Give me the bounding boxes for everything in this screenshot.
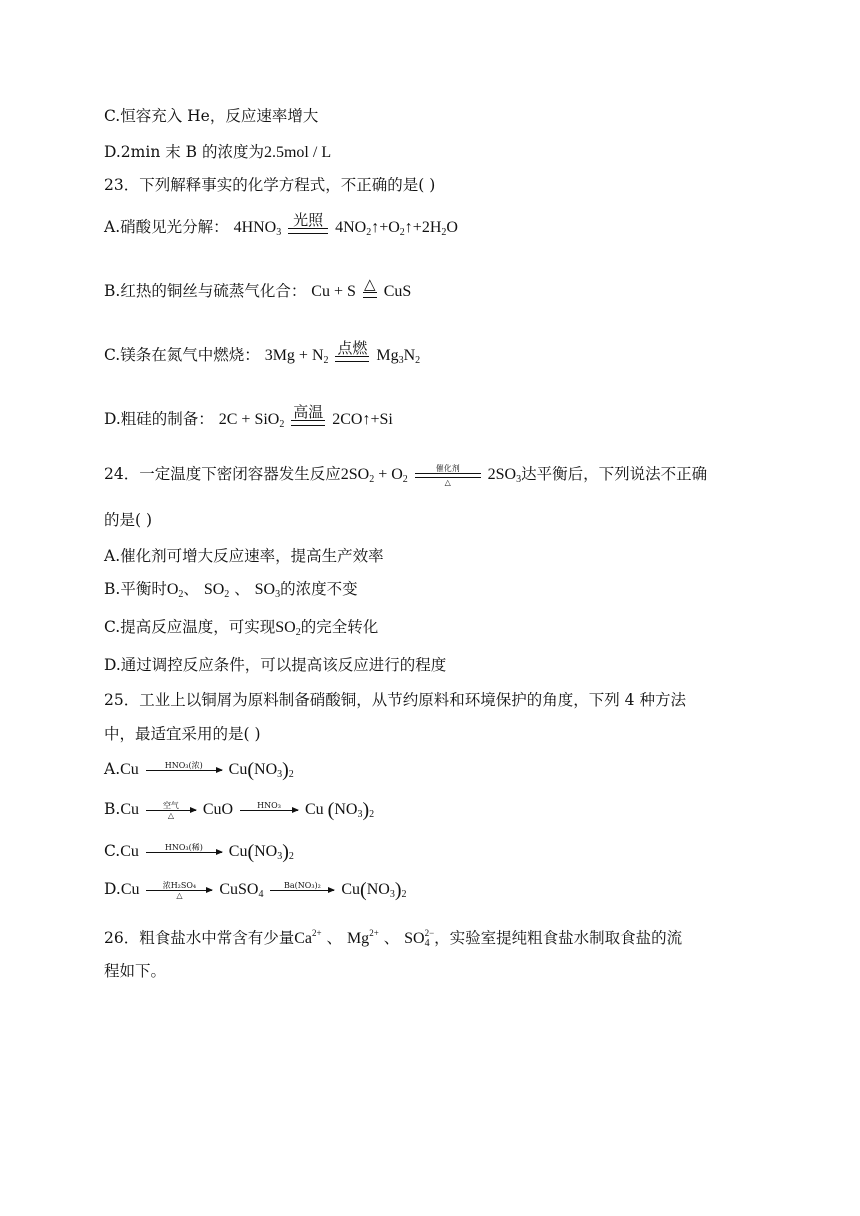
q24-stem: 24．一定温度下密闭容器发生反应$2SO_2 + O_2$ 催化剂 △ $2SO_3$达平衡后，下列说法不正确	[104, 463, 708, 487]
q22-option-d: D.2min 末 B 的浓度为2.5mol / L	[104, 143, 332, 161]
q26-stem-cont: 程如下。	[104, 962, 167, 980]
q22-option-d-value: 2.5mol / L	[263, 144, 332, 161]
q24-stem-cont: 的是( )	[104, 511, 153, 529]
q23-option-b: B.红热的铜丝与硫蒸气化合： Cu + S △ CuS	[104, 275, 412, 300]
q25-stem: 25．工业上以铜屑为原料制备硝酸铜，从节约原料和环境保护的角度，下列 4 种方法	[104, 691, 686, 709]
q26-stem: 26．粗食盐水中常含有少量$Ca^{2+}$ 、 $Mg^{2+}$ 、 $SO_4^{2-}$，实验室提纯粗食盐水制取食盐的流	[104, 928, 683, 949]
q25-option-d: D.Cu 浓H₂SO₄ △ CuSO$_4$ Ba(NO₃)₂ $Cu(NO_3)_2$	[104, 879, 407, 901]
q24-option-b: B.平衡时$O_2$、 $SO_2$ 、 $SO_3$的浓度不变	[104, 580, 358, 600]
q24-option-c: C.提高反应温度，可实现$SO_2$的完全转化	[104, 618, 379, 638]
q24-option-a: A.催化剂可增大反应速率，提高生产效率	[104, 547, 384, 565]
q23-option-c: C.镁条在氮气中燃烧： $3Mg + N_2$ 点燃 $Mg_3N_2$	[104, 339, 421, 366]
q23-option-d: D.粗硅的制备： 2C + SiO$_2$ 高温 2CO↑+Si	[104, 403, 393, 430]
q25-option-c: C.Cu HNO₃(稀) $Cu(NO_3)_2$	[104, 841, 294, 863]
q25-stem-cont: 中，最适宜采用的是( )	[104, 725, 261, 743]
q25-option-a: A.Cu HNO₃(浓) $Cu(NO_3)_2$	[104, 759, 294, 781]
q23-option-a: A.硝酸见光分解： $4HNO_3$ 光照 $4NO_2↑+O_2↑+2H_2O$	[104, 211, 458, 238]
q23-stem: 23．下列解释事实的化学方程式，不正确的是( )	[104, 176, 436, 194]
q22-option-c: C.恒容充入 He，反应速率增大	[104, 107, 319, 125]
q24-option-d: D.通过调控反应条件，可以提高该反应进行的程度	[104, 656, 447, 674]
q25-option-b: B.Cu 空气 △ CuO HNO₃ Cu $(NO_3)_2$	[104, 799, 375, 821]
